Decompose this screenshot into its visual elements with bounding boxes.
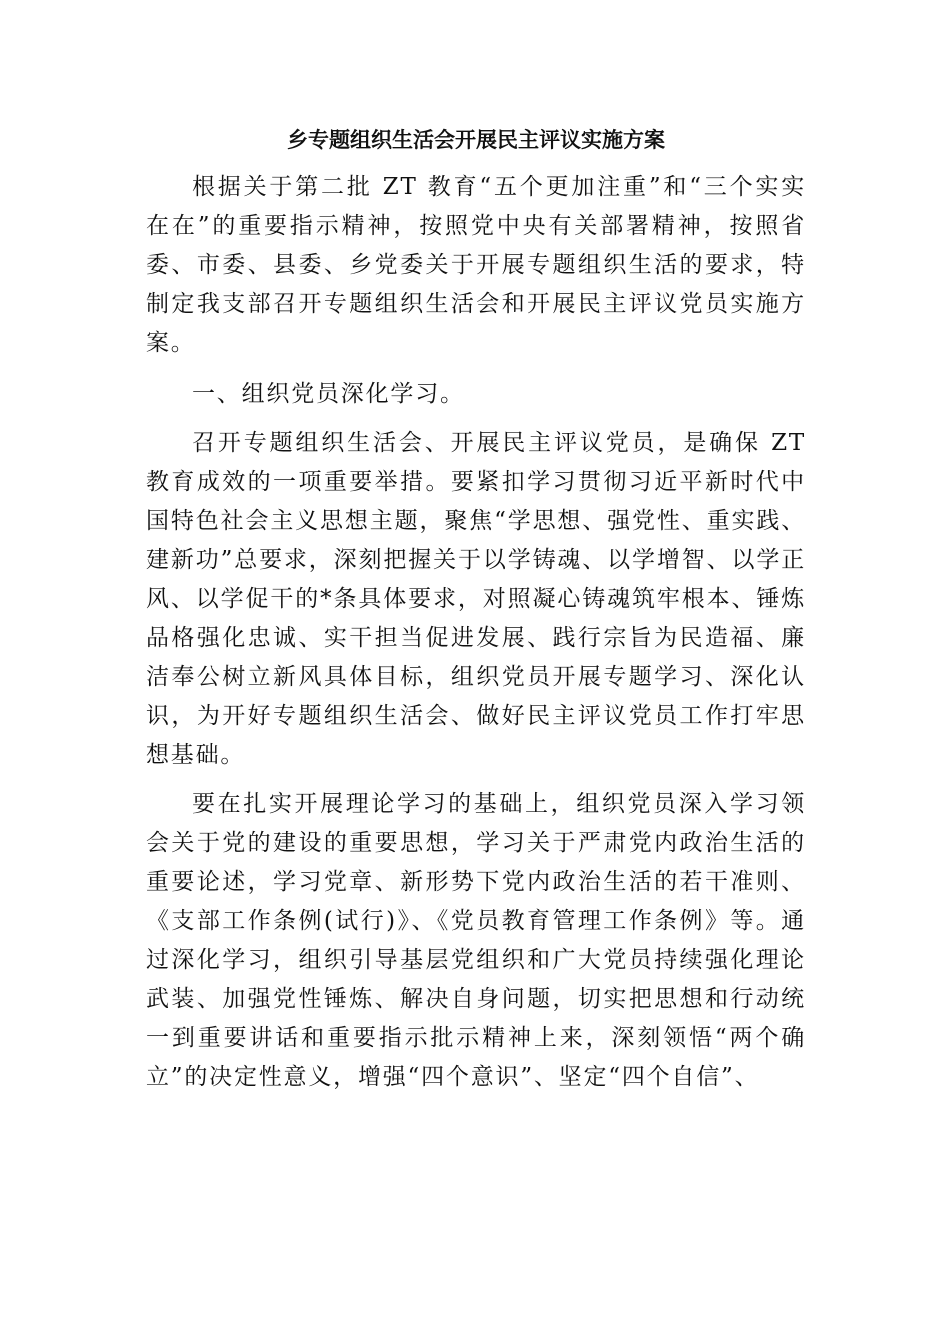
- section-heading-1: 一、组织党员深化学习。: [192, 381, 465, 407]
- paragraph-intro: 根据关于第二批 ZT 教育“五个更加注重”和“三个实实在在”的重要指示精神，按照党中央有关部署精神，按照省委、市委、县委、乡党委关于开展专题组织生活的要求，特制定我支部召开专题组织生活会和开展民主评议党员实施方案。: [146, 174, 806, 356]
- document-body: [146, 120, 806, 1097]
- paragraph-study-content: 要在扎实开展理论学习的基础上，组织党员深入学习领会关于党的建设的重要思想，学习关于严肃党内政治生活的重要论述，学习党章、新形势下党内政治生活的若干准则、《支部工作条例(试行)》、《党员教育管理工作条例》等。通过深化学习，组织引导基层党组织和广大党员持续强化理论武装、加强党性锤炼、解决自身问题，切实把思想和行动统一到重要讲话和重要指示批示精神上来，深刻领悟“两个确立”的决定性意义，增强“四个意识”、坚定“四个自信”、: [146, 791, 806, 1090]
- paragraph-study-importance: 召开专题组织生活会、开展民主评议党员，是确保 ZT 教育成效的一项重要举措。要紧扣学习贯彻习近平新时代中国特色社会主义思想主题，聚焦“学思想、强党性、重实践、建新功”总要求，深刻把握关于以学铸魂、以学增智、以学正风、以学促干的*条具体要求，对照凝心铸魂筑牢根本、锤炼品格强化忠诚、实干担当促进发展、践行宗旨为民造福、廉洁奉公树立新风具体目标，组织党员开展专题学习、深化认识，为开好专题组织生活会、做好民主评议党员工作打牢思想基础。: [146, 430, 806, 768]
- document-title: 乡专题组织生活会开展民主评议实施方案: [287, 127, 665, 152]
